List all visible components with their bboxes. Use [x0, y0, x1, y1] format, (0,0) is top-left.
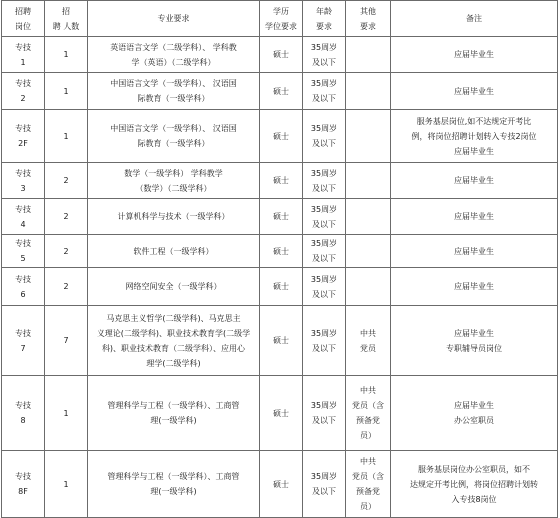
cell-education: [260, 199, 303, 235]
cell-major-line: 理(一级学科): [150, 487, 197, 496]
cell-position-line: 专技: [15, 401, 31, 410]
cell-major-line: 际教育（一级学科）: [137, 94, 210, 103]
cell-count-text: 1: [63, 86, 69, 96]
cell-note-line: 办公室职员: [454, 416, 494, 425]
table-row: [2, 110, 558, 163]
cell-age-line: 35周岁: [310, 239, 338, 248]
cell-note-line: 入专技8岗位: [451, 494, 497, 504]
cell-position-line: 7: [20, 343, 26, 353]
cell-age-line: 及以下: [312, 343, 336, 353]
cell-education: [260, 73, 303, 110]
cell-education: [260, 235, 303, 268]
cell-position-line: 5: [20, 254, 26, 263]
cell-education: [260, 268, 303, 306]
cell-age-line: 35周岁: [310, 168, 338, 178]
cell-major: [88, 306, 260, 376]
cell-other: [346, 73, 391, 110]
cell-note-line: 应届毕业生: [454, 50, 494, 59]
cell-age: [303, 235, 346, 268]
cell-major-line: 计算机科学与技术（一级学科）: [117, 212, 230, 221]
cell-note: [391, 163, 558, 199]
cell-education-text: 硕士: [273, 479, 289, 489]
cell-note: [391, 268, 558, 306]
cell-other-line: 员）: [360, 431, 376, 440]
header-row: [2, 1, 558, 37]
cell-position-line: 专技: [15, 328, 31, 338]
cell-education: [260, 376, 303, 451]
cell-education-text: 硕士: [273, 176, 289, 185]
table-body: [2, 37, 558, 518]
cell-other-line: 党员（含: [352, 401, 384, 410]
cell-age-line: 35周岁: [310, 204, 338, 214]
cell-major-line: 网络空间安全（一级学科）: [125, 282, 222, 291]
cell-other: [346, 268, 391, 306]
cell-age: [303, 37, 346, 73]
cell-position: [2, 235, 45, 268]
cell-age: [303, 451, 346, 518]
cell-age-line: 及以下: [312, 57, 336, 67]
cell-major-line: 理(一级学科): [150, 416, 197, 425]
cell-count-text: 2: [63, 282, 69, 291]
cell-count-text: 2: [63, 176, 69, 185]
cell-other: [346, 163, 391, 199]
cell-position-line: 2F: [18, 139, 28, 148]
cell-position-line: 专技: [15, 204, 31, 214]
cell-note-line: 达规定开考比例，将岗位招聘计划转: [410, 479, 538, 489]
cell-other-line: 中共: [360, 386, 376, 395]
cell-position-line: 8F: [18, 487, 28, 496]
cell-count: [45, 235, 88, 268]
cell-other: [346, 235, 391, 268]
cell-major-line: 管理科学与工程（一级学科）、工商管: [107, 472, 240, 481]
cell-major-line: 科)、职业技术教育（二级学科）、应用心: [101, 343, 246, 353]
cell-education: [260, 451, 303, 518]
cell-major: [88, 235, 260, 268]
cell-other-line: 中共: [360, 457, 376, 466]
cell-education-text: 硕士: [273, 336, 289, 345]
cell-other: [346, 199, 391, 235]
table-row: [2, 235, 558, 268]
cell-major-line: 中国语言文学（一级学科）、 汉语国: [110, 79, 237, 88]
cell-position-line: 专技: [15, 274, 31, 284]
cell-position-line: 8: [20, 416, 26, 425]
cell-position-line: 6: [20, 289, 26, 299]
cell-age-line: 及以下: [312, 139, 336, 148]
table-row: [2, 163, 558, 199]
cell-age-line: 及以下: [312, 219, 336, 229]
cell-age-line: 及以下: [312, 254, 336, 263]
cell-age-line: 35周岁: [310, 79, 338, 88]
cell-count-text: 2: [63, 212, 69, 221]
recruitment-table: [1, 0, 558, 518]
cell-other: [346, 37, 391, 73]
cell-major: [88, 110, 260, 163]
cell-age: [303, 73, 346, 110]
cell-count: [45, 163, 88, 199]
header-education: 学历 学位要求: [260, 1, 303, 37]
cell-count: [45, 73, 88, 110]
cell-note: [391, 73, 558, 110]
cell-education: [260, 37, 303, 73]
cell-position: [2, 376, 45, 451]
cell-count: [45, 110, 88, 163]
table-row: [2, 268, 558, 306]
cell-age: [303, 268, 346, 306]
cell-education-text: 硕士: [273, 246, 289, 256]
header-other: 其他 要求: [346, 1, 391, 37]
cell-major: [88, 199, 260, 235]
cell-count-text: 1: [63, 131, 69, 141]
cell-count: [45, 306, 88, 376]
cell-other: [346, 110, 391, 163]
cell-note-line: 应届毕业生: [454, 401, 494, 410]
cell-note-line: 应届毕业生: [454, 328, 494, 338]
cell-major: [88, 163, 260, 199]
cell-major: [88, 268, 260, 306]
cell-position-line: 专技: [15, 472, 31, 481]
cell-position: [2, 73, 45, 110]
cell-note-line: 应届毕业生: [454, 86, 494, 96]
cell-age-line: 35周岁: [310, 401, 338, 410]
cell-position: [2, 306, 45, 376]
cell-count-text: 1: [63, 408, 69, 418]
cell-major-line: 际教育（一级学科）: [137, 139, 210, 148]
header-age: 年龄 要求: [303, 1, 346, 37]
cell-position: [2, 110, 45, 163]
cell-position-line: 专技: [15, 124, 31, 133]
cell-other-line: 员）: [360, 502, 376, 511]
cell-major-line: 马克思主义哲学(二级学科)、马克思主: [106, 313, 241, 323]
cell-education-text: 硕士: [273, 86, 289, 96]
table-row: [2, 451, 558, 518]
cell-age-line: 35周岁: [310, 42, 338, 52]
cell-count: [45, 451, 88, 518]
cell-count: [45, 199, 88, 235]
cell-note: [391, 376, 558, 451]
cell-count: [45, 376, 88, 451]
cell-major-line: （数学）（二级学科）: [135, 183, 212, 193]
cell-count-text: 2: [63, 246, 69, 256]
table-row: [2, 73, 558, 110]
cell-note: [391, 451, 558, 518]
cell-age-line: 35周岁: [310, 328, 338, 338]
cell-age: [303, 199, 346, 235]
cell-education-text: 硕士: [273, 408, 289, 418]
cell-major-line: 管理科学与工程（一级学科）、工商管: [107, 401, 240, 410]
cell-age-line: 及以下: [312, 487, 336, 496]
cell-note: [391, 199, 558, 235]
cell-note: [391, 235, 558, 268]
cell-position-line: 专技: [15, 168, 31, 178]
cell-age-line: 35周岁: [310, 274, 338, 284]
table-row: [2, 306, 558, 376]
cell-note-line: 例，将岗位招聘计划转入专技2岗位: [411, 131, 537, 141]
cell-age: [303, 306, 346, 376]
cell-age-line: 及以下: [312, 289, 336, 299]
cell-note-line: 应届毕业生: [454, 282, 494, 291]
cell-note: [391, 110, 558, 163]
cell-position: [2, 199, 45, 235]
cell-note: [391, 306, 558, 376]
cell-major-line: 数学（一级学科） 学科教学: [124, 168, 223, 178]
cell-major-line: 中国语言文学（一级学科）、 汉语国: [110, 124, 237, 133]
cell-major-line: 义理论(二级学科)、职业技术教育学(二级学: [96, 328, 251, 338]
table-row: [2, 37, 558, 73]
cell-major-line: 理学(二级学科): [146, 358, 201, 368]
cell-other: [346, 451, 391, 518]
cell-count-text: 1: [63, 479, 69, 489]
cell-age-line: 35周岁: [310, 472, 338, 481]
cell-age: [303, 376, 346, 451]
cell-major: [88, 37, 260, 73]
cell-count-text: 1: [63, 50, 69, 59]
cell-major: [88, 376, 260, 451]
cell-note-line: 服务基层岗位,如不达规定开考比: [416, 116, 532, 126]
cell-major-line: 软件工程（一级学科）: [133, 246, 214, 256]
table-row: [2, 376, 558, 451]
header-count: 招 聘 人数: [45, 1, 88, 37]
cell-other-line: 预备党: [356, 487, 380, 496]
cell-major-line: 英语语言文学（二级学科）、 学科教: [110, 42, 237, 52]
cell-education: [260, 110, 303, 163]
cell-education-text: 硕士: [273, 212, 289, 221]
cell-major: [88, 73, 260, 110]
cell-education: [260, 163, 303, 199]
cell-position: [2, 268, 45, 306]
cell-position: [2, 451, 45, 518]
cell-age: [303, 163, 346, 199]
header-major: 专业要求: [88, 1, 260, 37]
cell-count: [45, 268, 88, 306]
cell-position-line: 2: [20, 94, 26, 103]
cell-note-line: 应届毕业生: [454, 246, 494, 256]
cell-other-line: 预备党: [356, 416, 380, 425]
cell-position-line: 4: [20, 219, 26, 229]
cell-note-line: 服务基层岗位办公室职员，如不: [418, 464, 530, 474]
cell-other: [346, 306, 391, 376]
cell-age-line: 及以下: [312, 416, 336, 425]
cell-major-line: 学（英语）（二级学科）: [131, 57, 216, 67]
cell-note: [391, 37, 558, 73]
cell-age-line: 35周岁: [310, 124, 338, 133]
cell-note-line: 专职辅导员岗位: [446, 343, 502, 353]
cell-note-line: 应届毕业生: [454, 176, 494, 185]
cell-other-line: 党员（含: [352, 472, 384, 481]
cell-position-line: 专技: [15, 79, 31, 88]
cell-position-line: 专技: [15, 239, 31, 248]
cell-education-text: 硕士: [273, 50, 289, 59]
cell-position: [2, 163, 45, 199]
cell-education: [260, 306, 303, 376]
cell-position-line: 专技: [15, 42, 31, 52]
table-row: [2, 199, 558, 235]
cell-education-text: 硕士: [273, 131, 289, 141]
cell-age-line: 及以下: [312, 94, 336, 103]
cell-age: [303, 110, 346, 163]
cell-age-line: 及以下: [312, 183, 336, 193]
cell-position-line: 3: [20, 183, 26, 193]
cell-major: [88, 451, 260, 518]
cell-note-line: 应届毕业生: [454, 146, 494, 156]
header-position: 招聘 岗位: [2, 1, 45, 37]
cell-count: [45, 37, 88, 73]
header-note: 备注: [391, 1, 558, 37]
cell-note-line: 应届毕业生: [454, 212, 494, 221]
cell-position-line: 1: [20, 57, 26, 67]
cell-position: [2, 37, 45, 73]
cell-other-line: 党员: [360, 343, 376, 353]
cell-other: [346, 376, 391, 451]
cell-other-line: 中共: [360, 328, 376, 338]
cell-count-text: 7: [63, 336, 69, 345]
cell-education-text: 硕士: [273, 282, 289, 291]
